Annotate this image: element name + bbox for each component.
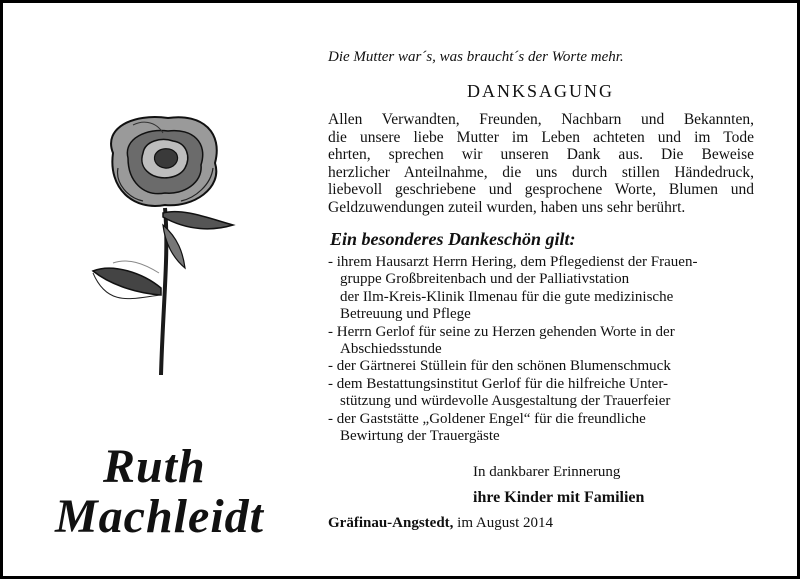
signature-children: ihre Kinder mit Familien (473, 489, 645, 506)
intro-line: die unsere liebe Mutter im Leben achteten und im Tode (328, 128, 754, 146)
place: Gräfinau-Angstedt, (328, 515, 454, 531)
list-item (328, 324, 758, 359)
list-item-line: stützung und würdevolle Ausgestaltung der Trauerfeier (340, 393, 671, 410)
intro-paragraph (328, 111, 754, 217)
list-item (328, 376, 758, 411)
regards-line: In dankbarer Erinnerung (473, 464, 621, 480)
list-item-line: der Ilm-Kreis-Klinik Ilmenau für die gute medizinische (340, 288, 674, 305)
rose-illustration (73, 113, 253, 378)
list-item-line: - Herrn Gerlof für seine zu Herzen gehenden Worte in der (328, 323, 675, 340)
thanks-title: Ein besonderes Dankeschön gilt: (330, 229, 576, 249)
intro-line: Allen Verwandten, Freunden, Nachbarn und Bekannten, (328, 111, 754, 128)
list-item-line: Betreuung und Pflege (340, 306, 471, 323)
list-item-line: - ihrem Hausarzt Herrn Hering, dem Pflegedienst der Frauen- (328, 254, 698, 270)
list-item-line: gruppe Großbreitenbach und der Palliativstation (340, 271, 630, 288)
date: im August 2014 (457, 515, 554, 531)
list-item (328, 254, 758, 324)
intro-line: ehrten, sprechen wir unseren Dank aus. Die Beweise (328, 146, 754, 164)
list-item-line: Abschiedsstunde (340, 341, 442, 358)
list-item (328, 358, 758, 375)
thanks-list (328, 254, 758, 445)
heading: DANKSAGUNG (466, 81, 614, 101)
list-item (328, 411, 758, 446)
list-item-line: - der Gärtnerei Stüllein für den schönen Blumenschmuck (328, 358, 671, 375)
place-date (328, 515, 553, 532)
list-item-line: Bewirtung der Trauergäste (340, 428, 500, 445)
intro-line: herzlicher Anteilnahme, die uns durch stillen Händedruck, (328, 163, 754, 181)
motto: Die Mutter war´s, was braucht´s der Worte mehr. (328, 49, 624, 65)
deceased-last-name: Machleidt (55, 490, 264, 543)
list-item-line: - der Gaststätte „Goldener Engel“ für die freundliche (328, 410, 646, 427)
deceased-first-name: Ruth (103, 440, 206, 493)
intro-line: Geldzuwendungen zuteil wurden, haben uns sehr berührt. (328, 198, 686, 216)
list-item-line: - dem Bestattungsinstitut Gerlof für die hilfreiche Unter- (328, 375, 669, 392)
intro-line: liebevoll geschriebene und gesprochene Worte, Blumen und (328, 181, 754, 199)
